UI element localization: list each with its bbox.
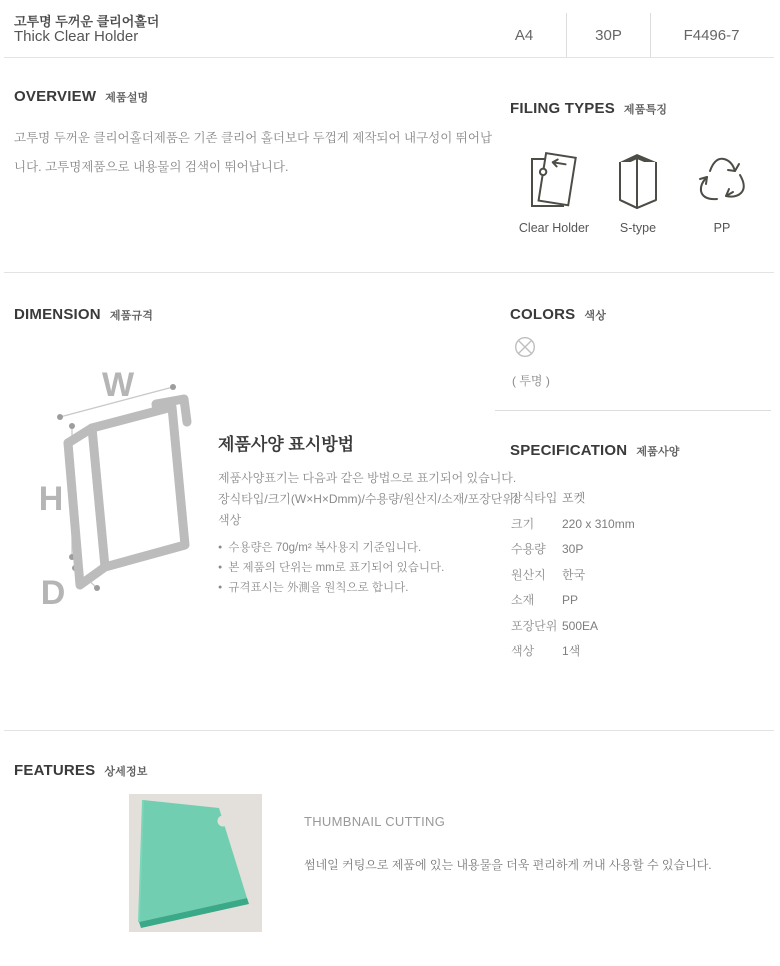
header-divider [4, 57, 774, 58]
spec-notation-bullet: ● 본 제품의 단위는 mm로 표기되어 있습니다. [218, 558, 518, 578]
header-badges [482, 13, 772, 57]
spec-row-type [511, 492, 751, 505]
filing-type-label: S-type [619, 221, 657, 235]
feature-description: 썸네일 커팅으로 제품에 있는 내용물을 더욱 편리하게 꺼내 사용할 수 있습니다. [304, 858, 712, 872]
filing-types-heading [510, 100, 667, 117]
filing-types-row [512, 148, 764, 235]
overview-heading-en: OVERVIEW [14, 88, 97, 105]
s-type-folder-icon [616, 148, 660, 212]
specification-heading [510, 442, 680, 459]
spec-label: 원산지 [511, 567, 546, 582]
spec-label: 포장단위 [511, 618, 558, 633]
dimension-heading-en: DIMENSION [14, 306, 101, 323]
spec-value: 500EA [562, 618, 599, 633]
dimension-diagram [22, 352, 222, 622]
spec-row-color [511, 645, 751, 658]
feature-photo-thumbnail-cutting [129, 794, 262, 932]
dimension-d-label: D [40, 574, 66, 612]
color-name-label: ( 투명 ) [512, 374, 550, 388]
badge-capacity: 30P [566, 13, 650, 57]
filing-type-s-type [596, 148, 680, 235]
dimension-h-label: H [38, 480, 64, 518]
badge-paper-size: A4 [514, 26, 534, 44]
filing-types-heading-en: FILING TYPES [510, 100, 615, 117]
features-heading [14, 762, 148, 779]
filing-type-label: PP [713, 221, 731, 235]
spec-notation-block [218, 430, 518, 598]
specification-heading-en: SPECIFICATION [510, 442, 628, 459]
spec-value: 30P [562, 542, 584, 556]
transparent-swatch-icon [514, 336, 536, 358]
spec-row-packing [511, 620, 751, 633]
clear-holder-icon [529, 148, 579, 212]
spec-label: 장식타입 [511, 491, 558, 505]
spec-label: 수용량 [511, 542, 546, 556]
colors-heading-ko: 색상 [584, 310, 607, 322]
badge-model-number: F4496-7 [650, 13, 772, 57]
spec-value: 220 x 310mm [562, 516, 635, 531]
spec-value: 1색 [562, 644, 581, 658]
spec-label: 색상 [511, 644, 535, 658]
spec-notation-bullets [218, 538, 518, 598]
spec-value: PP [562, 593, 579, 607]
product-title-korean: 고투명 두꺼운 클리어홀더 [14, 14, 160, 29]
features-heading-ko: 상세정보 [104, 766, 148, 778]
overview-heading [14, 88, 149, 105]
filing-types-heading-ko: 제품특징 [623, 104, 668, 116]
specification-table [511, 492, 751, 671]
spec-row-capacity [511, 543, 751, 556]
spec-value: 포켓 [562, 491, 586, 505]
spec-notation-line: 장식타입/크기(W×H×Dmm)/수용량/원산지/소재/포장단위/색상 [218, 492, 518, 527]
spec-label: 크기 [511, 516, 535, 531]
filing-type-clear-holder [512, 148, 596, 235]
filing-type-label: Clear Holder [518, 221, 590, 235]
section-divider [4, 730, 774, 731]
overview-description: 고투명 두꺼운 클리어홀더제품은 기존 클리어 홀더보다 두껍게 제작되어 내구성이 뛰어납니다. 고투명제품으로 내용물의 검색이 뛰어납니다. [14, 131, 493, 174]
spec-row-size [511, 518, 751, 531]
overview-heading-ko: 제품설명 [105, 92, 149, 104]
features-heading-en: FEATURES [14, 762, 96, 779]
dimension-heading [14, 306, 153, 323]
spec-label: 소재 [511, 593, 535, 607]
recycle-pp-icon [695, 148, 749, 212]
spec-notation-line: 제품사양표기는 다음과 같은 방법으로 표기되어 있습니다. [218, 471, 517, 485]
section-divider [4, 272, 774, 273]
dimension-w-label: W [101, 366, 135, 404]
spec-row-origin [511, 569, 751, 582]
colors-divider [495, 410, 771, 411]
spec-row-material [511, 594, 751, 607]
spec-notation-bullet: ● 수용량은 70g/m² 복사용지 기준입니다. [218, 538, 518, 558]
spec-notation-bullet: ● 규격표시는 外測을 원칙으로 합니다. [218, 578, 518, 598]
specification-heading-ko: 제품사양 [636, 446, 680, 458]
dimension-heading-ko: 제품규격 [109, 310, 154, 322]
filing-type-pp [680, 148, 764, 235]
colors-heading-en: COLORS [510, 306, 576, 323]
product-title-english: Thick Clear Holder [14, 28, 139, 45]
spec-value: 한국 [562, 567, 586, 582]
colors-heading [510, 306, 606, 323]
feature-title: THUMBNAIL CUTTING [304, 814, 446, 829]
spec-notation-title: 제품사양 표시방법 [218, 435, 355, 454]
